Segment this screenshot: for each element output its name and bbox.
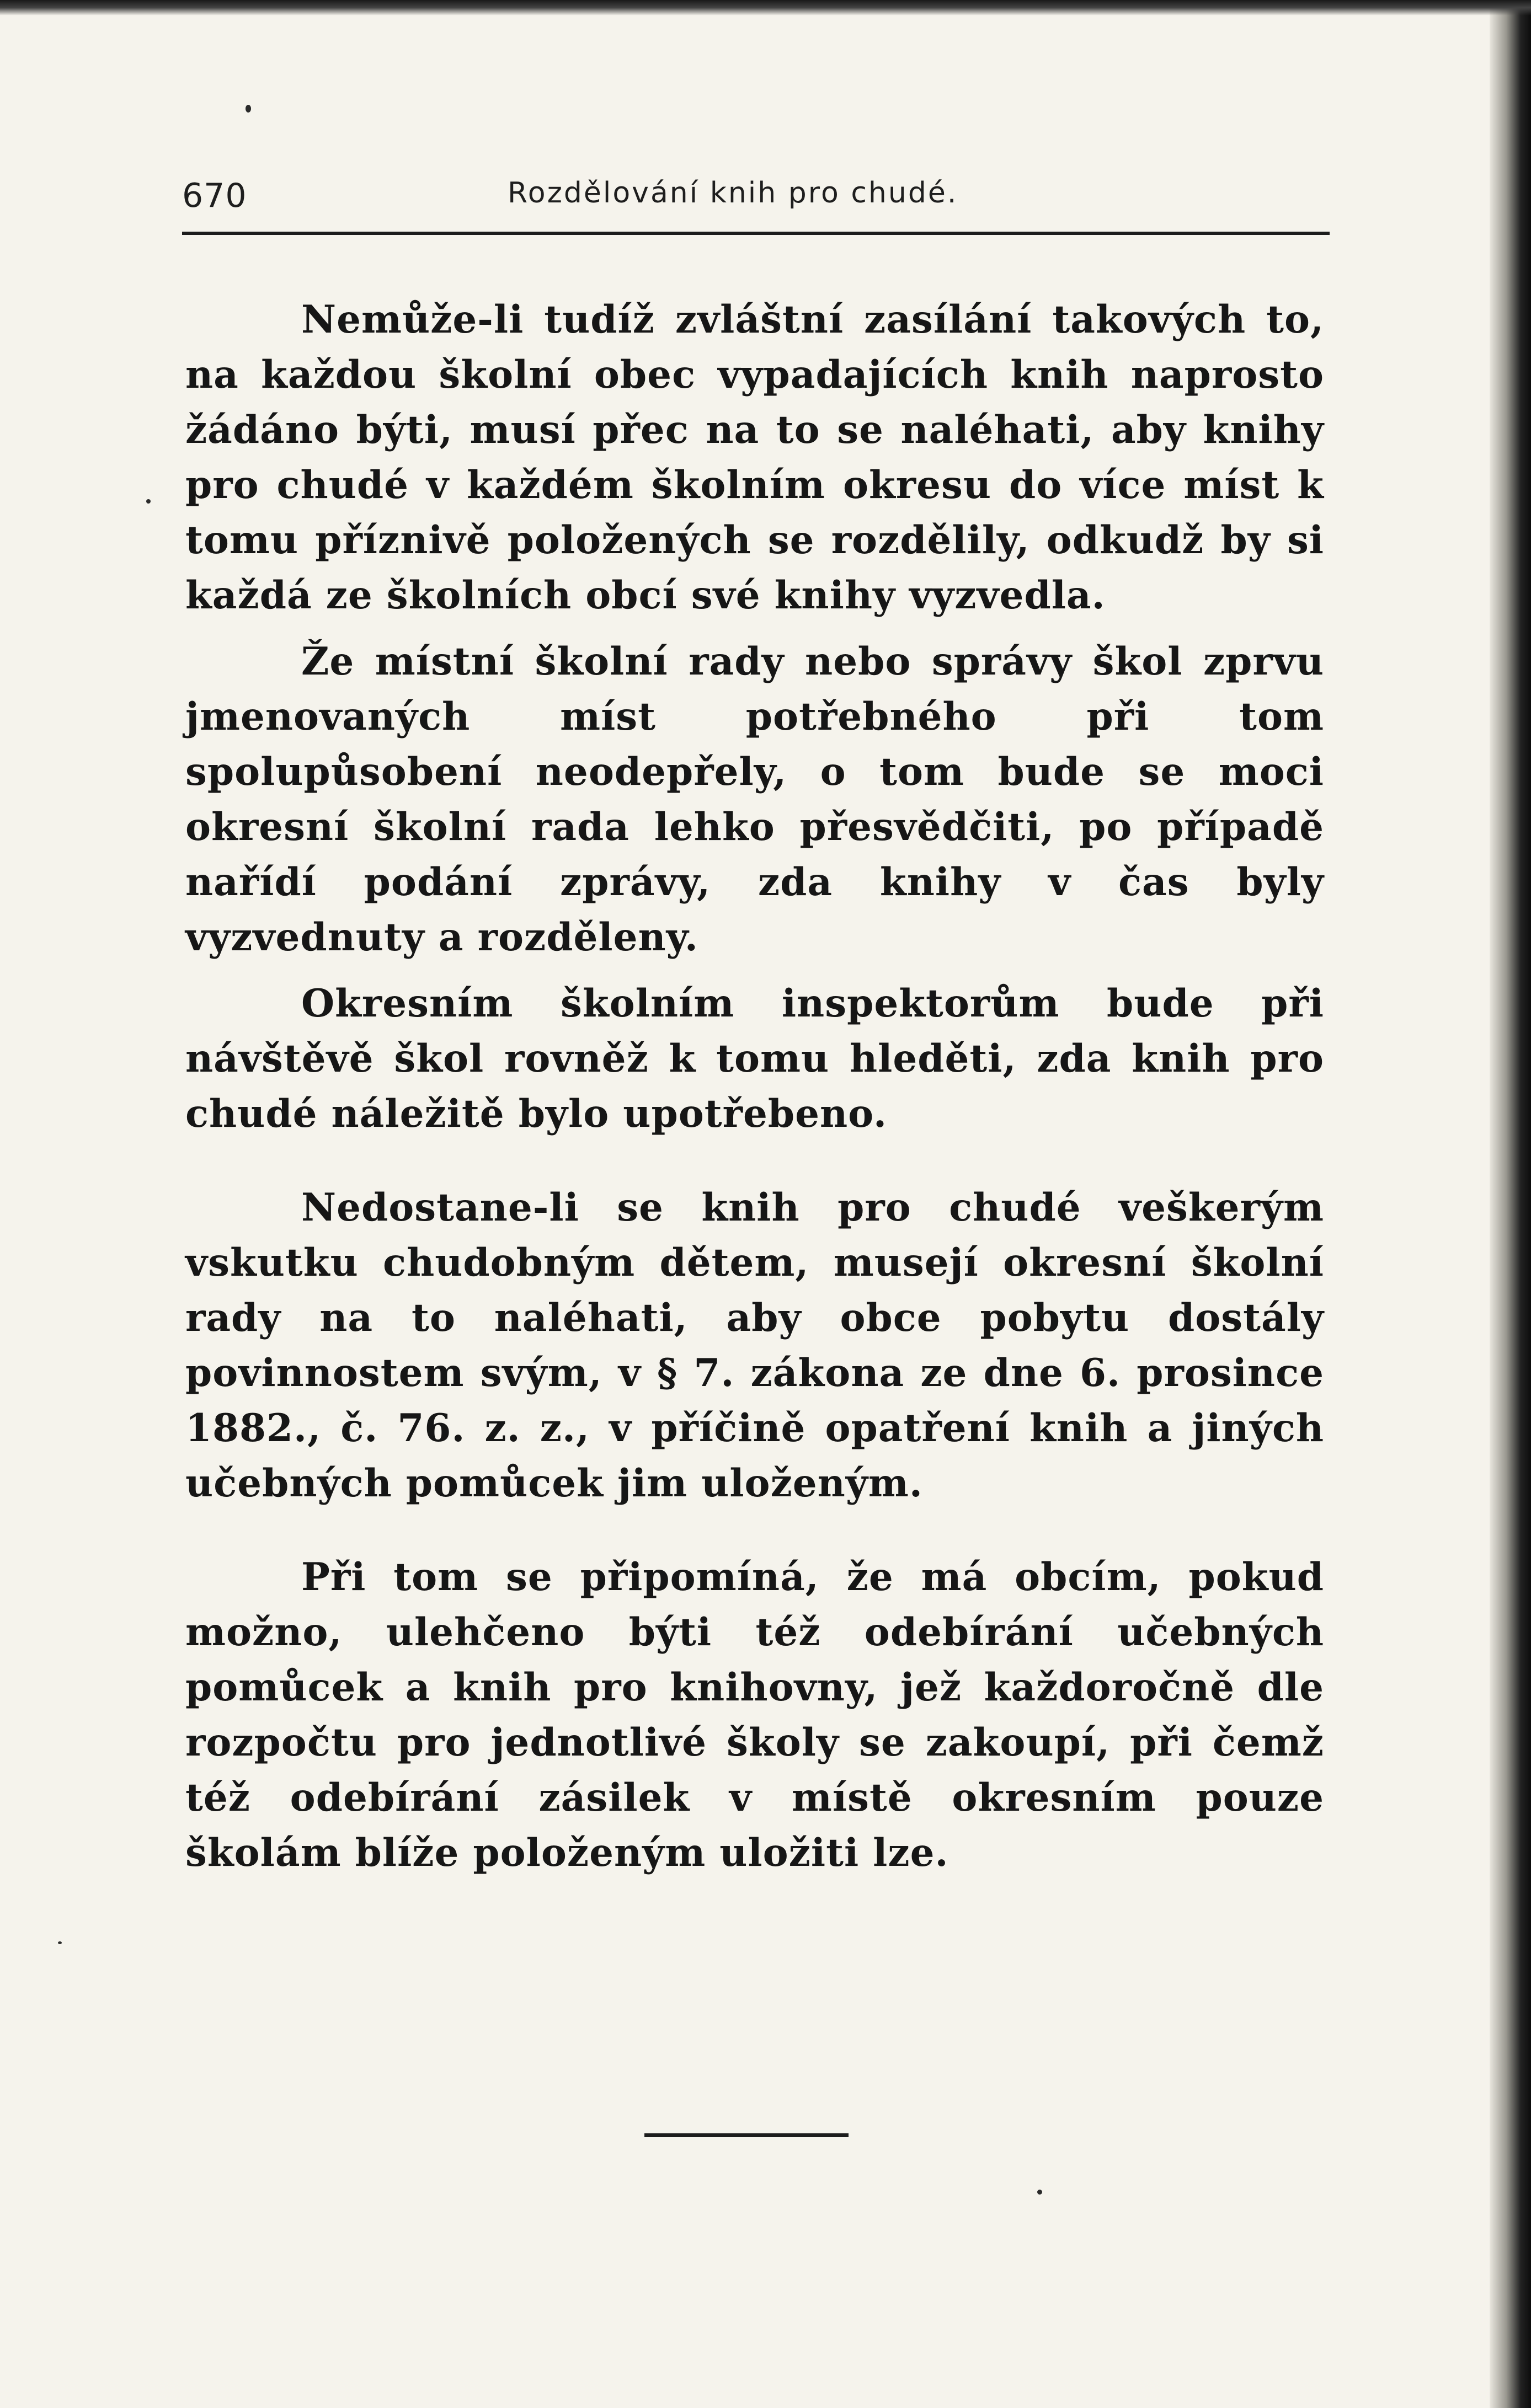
ink-speck — [146, 499, 151, 504]
running-title: Rozdělování knih pro chudé. — [508, 176, 958, 210]
ink-speck — [58, 1941, 62, 1944]
header-rule — [182, 232, 1330, 235]
paragraph-3: Okresním školním inspektorům bude při návštěvě škol rovněž k tomu hleděti, zda knih pro chudé náležitě bylo upotřebeno. — [185, 981, 1324, 1136]
paragraph-4: Nedostane-li se knih pro chudé veškerým vskutku chudobným dětem, musejí okresní školní rady na to naléhati, aby obce pobytu dostály povinnostem svým, v § 7. zákona ze dne 6. prosince 1882., č. 76. z. z., v příčině opatření knih a jiných učebných pomůcek jim uloženým. — [185, 1185, 1324, 1506]
top-edge-shadow — [0, 0, 1531, 15]
paragraph-5: Při tom se připomíná, že má obcím, pokud možno, ulehčeno býti též odebírání učebných pomůcek a knih pro knihovny, jež každoročně dle rozpočtu pro jednotlivé školy se zakoupí, při čemž též odebírání zásilek v místě okresním pouze školám blíže položeným uložiti lze. — [185, 1555, 1324, 1875]
end-rule — [644, 2133, 849, 2137]
page-number: 670 — [182, 176, 247, 215]
ink-speck — [1037, 2190, 1042, 2195]
paragraph-2: Že místní školní rady nebo správy škol zprvu jmenovaných míst potřebného při tom spolupůsobení neodepřely, o tom bude se moci okresní školní rada lehko přesvědčiti, po případě nařídí podání zprávy, zda knihy v čas byly vyzvednuty a rozděleny. — [185, 639, 1324, 960]
body-text — [185, 292, 1324, 1881]
page-header — [182, 176, 1327, 237]
paragraph-1: Nemůže-li tudíž zvláštní zasílání takových to, na každou školní obec vypadajících knih naprosto žádáno býti, musí přec na to se naléhati, aby knihy pro chudé v každém školním okresu do více míst k tomu příznivě položených se rozdělily, odkudž by si každá ze školních obcí své knihy vyzvedla. — [185, 297, 1324, 618]
binding-edge-shadow — [1490, 0, 1531, 2408]
ink-speck — [246, 105, 251, 113]
